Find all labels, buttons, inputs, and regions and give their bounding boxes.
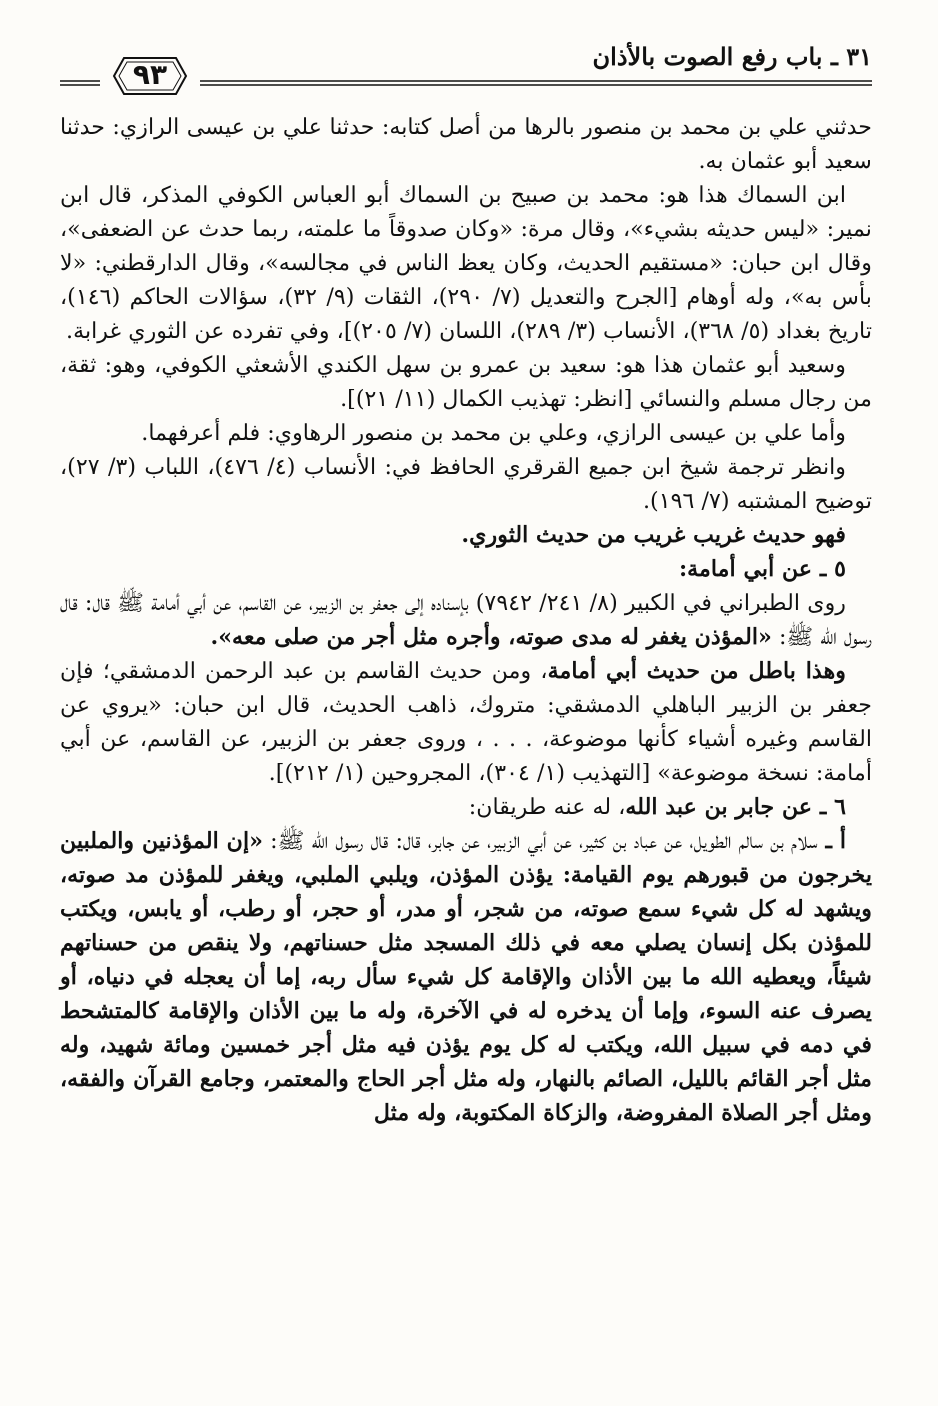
- paragraph: [60, 586, 872, 654]
- narration-text: روى الطبراني في الكبير (٨/ ٢٤١/ ٧٩٤٢) بإسناده إلى جعفر بن الزبير، عن القاسم، عن أبي أمامة ﷺ قال: قال رسول الله ﷺ:: [60, 590, 872, 650]
- verdict-text: وهذا باطل من حديث أبي أمامة: [547, 658, 846, 684]
- paragraph: وسعيد أبو عثمان هذا هو: سعيد بن عمرو بن سهل الكندي الأشعثي الكوفي، وهو: ثقة، من رجال مسلم والنسائي [انظر: تهذيب الكمال (١١/ ٢١)].: [60, 352, 872, 412]
- main-text: [60, 110, 872, 1130]
- paragraph: [60, 824, 872, 1130]
- paragraph: حدثني علي بن محمد بن منصور بالرها من أصل كتابه: حدثنا علي بن عيسى الرازي: حدثنا سعيد أبو عثمان به.: [60, 114, 872, 174]
- commentary-text: ، ومن حديث القاسم بن عبد الرحمن الدمشقي؛ فإن جعفر بن الزبير الباهلي الدمشقي: متروك، ذاهب الحديث، قال ابن حبان: «يروي عن القاسم وغيره أشياء كأنها موضوعة، . . . ، وروى جعفر بن الزبير، عن القاسم، عن أبي أمامة: نسخة موضوعة» [التهذيب (١/ ٣٠٤)، المجروحين (١/ ٢١٢)].: [60, 658, 872, 786]
- section-heading-bold: ٦ ـ عن جابر بن عبد الله: [625, 794, 846, 820]
- paragraph: [60, 654, 872, 790]
- paragraph: وانظر ترجمة شيخ ابن جميع القرقري الحافظ في: الأنساب (٤/ ٤٧٦)، اللباب (٣/ ٢٧)، توضيح المشتبه (٧/ ١٩٦).: [60, 454, 872, 514]
- page-number-ornament: [100, 46, 200, 106]
- paragraph: ابن السماك هذا هو: محمد بن صبيح بن السماك أبو العباس الكوفي المذكر، قال ابن نمير: «ليس حديثه بشيء»، وقال مرة: «وكان صدوقاً ما علمته، ربما حدث عن الضعفى»، وقال ابن حبان: «مستقيم الحديث، وكان يعظ الناس في مجالسه»، وقال الدارقطني: «لا بأس به»، وله أوهام [الجرح والتعديل (٧/ ٢٩٠)، الثقات (٩/ ٣٢)، سؤالات الحاكم (١٤٦)، تاريخ بغداد (٥/ ٣٦٨)، الأنساب (٣/ ٢٨٩)، اللسان (٧/ ٢٠٥)]، وفي تفرده عن الثوري غرابة.: [60, 182, 872, 344]
- conclusion-line: فهو حديث غريب غريب من حديث الثوري.: [461, 522, 846, 548]
- paragraph: وأما علي بن عيسى الرازي، وعلي بن محمد بن منصور الرهاوي: فلم أعرفهما.: [141, 420, 846, 446]
- chapter-title: ٣١ ـ باب رفع الصوت بالأذان: [592, 42, 872, 71]
- item-marker: أ ـ: [817, 828, 846, 854]
- isnad-text: سلام بن سالم الطويل، عن عباد بن كثير، عن أبي الزبير، عن جابر، قال: قال رسول الله ﷺ:: [262, 828, 818, 854]
- page-header: [60, 40, 872, 106]
- section-heading-rest: ، له عنه طريقان:: [468, 794, 626, 820]
- hadith-quote: «المؤذن يغفر له مدى صوته، وأجره مثل أجر من صلى معه».: [210, 624, 772, 650]
- section-heading: [60, 790, 872, 824]
- page-number: ٩٣: [132, 58, 168, 91]
- hadith-quote: «إن المؤذنين والملبين يخرجون من قبورهم يوم القيامة: يؤذن المؤذن، ويلبي الملبي، ويغفر للمؤذن مد صوته، ويشهد له كل شيء سمع صوته، من شجر، أو مدر، أو حجر، أو رطب، أو يابس، ويكتب للمؤذن بكل إنسان يصلي معه في ذلك المسجد مثل حسناتهم، ولا ينقص من حسناتهم شيئاً، ويعطيه الله ما بين الأذان والإقامة كل شيء سأل ربه، إما أن يعجله في دنياه، أو يصرف عنه السوء، وإما أن يدخره له في الآخرة، وله ما بين الأذان والإقامة كالمتشحط في دمه في سبيل الله، ويكتب له كل يوم يؤذن فيه مثل أجر خمسين ومائة شهيد، وله مثل أجر القائم بالليل، الصائم بالنهار، وله مثل أجر الحاج والمعتمر، وجامع القرآن والفقه، ومثل أجر الصلاة المفروضة، والزكاة المكتوبة، وله مثل: [60, 828, 872, 1126]
- section-heading: ٥ ـ عن أبي أمامة:: [678, 556, 846, 582]
